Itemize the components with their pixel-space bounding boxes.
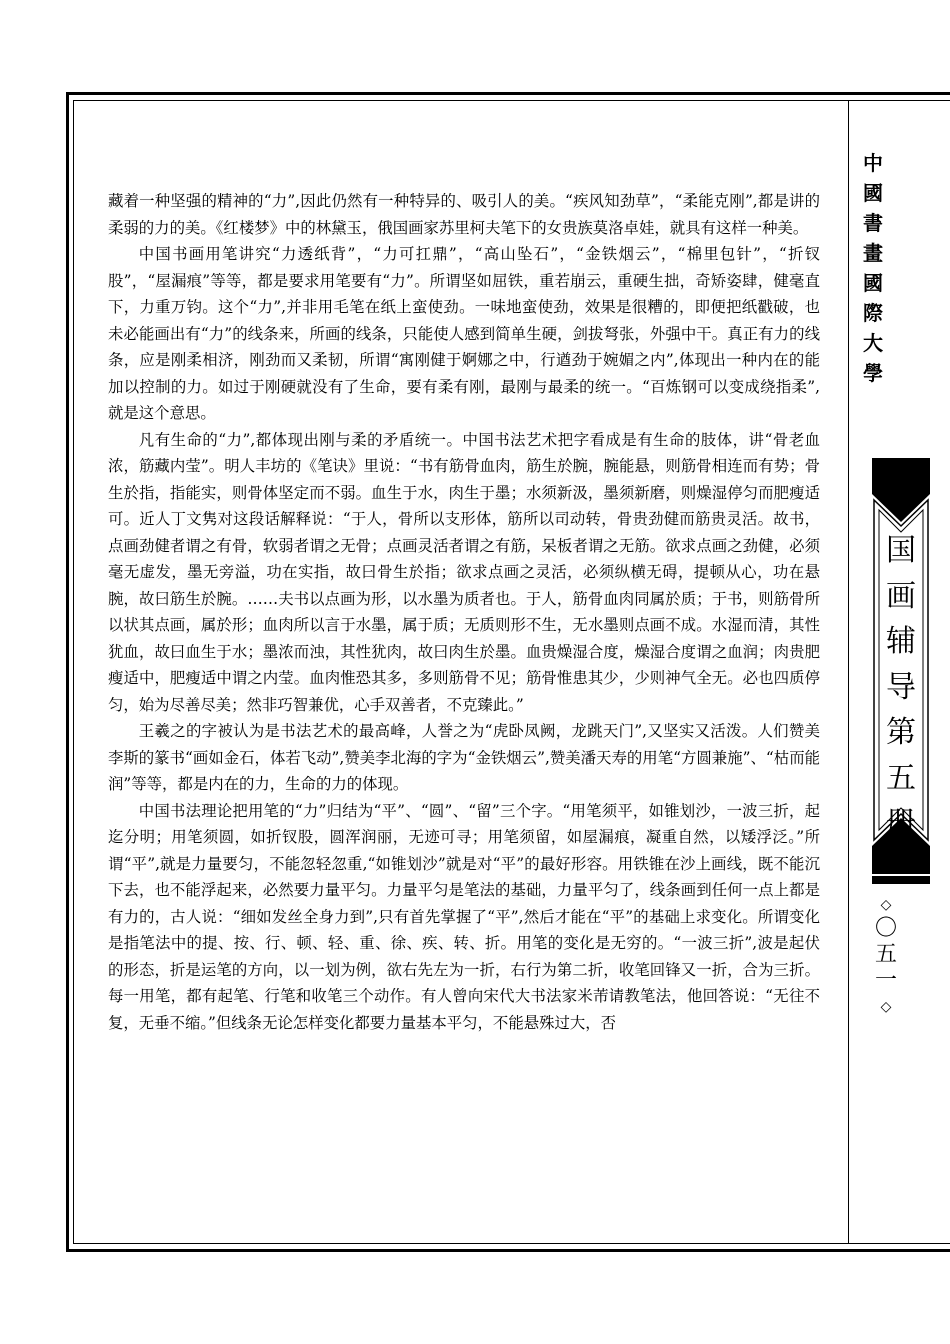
title-banner <box>872 466 930 874</box>
paragraph: 凡有生命的“力”,都体现出刚与柔的矛盾统一。中国书法艺术把字看成是有生命的肢体，讲“骨老血浓，筋藏内莹”。明人丰坊的《笔诀》里说：“书有筋骨血肉，筋生於腕，腕能悬，则筋骨相连而有势；骨生於指，指能实，则骨体坚定而不弱。血生于水，肉生于墨；水须新汲，墨须新磨，则燥湿停匀而肥瘦适可。近人丁文隽对这段话解释说：“于人，骨所以支形体，筋所以司动转，骨贵劲健而筋贵灵活。故书，点画劲健者谓之有骨，软弱者谓之无骨；点画灵活者谓之有筋，呆板者谓之无筋。欲求点画之劲健，必须毫无虚发，墨无旁溢，功在实指，故曰骨生於指；欲求点画之灵活，必须纵横无碍，提顿从心，功在悬腕，故曰筋生於腕。……夫书以点画为形，以水墨为质者也。于人，筋骨血肉同属於质；于书，则筋骨所以状其点画，属於形；血肉所以言于水墨，属于质；无质则形不生，无水墨则点画不成。水湿而清，其性犹血，故曰血生于水；墨浓而浊，其性犹肉，故曰肉生於墨。血贵燥湿合度，燥湿合度谓之血润；肉贵肥瘦适中，肥瘦适中谓之内莹。血肉惟恐其多，多则筋骨不见；筋骨惟患其少，少则神气全无。必也四质停匀，始为尽善尽美；然非巧智兼优，心手双善者，不克臻此。” <box>108 430 820 714</box>
book-title: 国画辅导第五册 <box>886 533 916 841</box>
diamond-ornament-top: ◇ <box>880 897 892 913</box>
banner-top-bar <box>872 458 930 466</box>
page-number: 〇五一 <box>874 916 897 993</box>
paragraph: 王羲之的字被认为是书法艺术的最高峰，人誉之为“虎卧凤阙，龙跳天门”,又坚实又活泼。人们赞美李斯的篆书“画如金石，体若飞动”,赞美李北海的字为“金铁烟云”,赞美潘天寿的用笔“方圆兼施”、“枯而能润”等等，都是内在的力，生命的力的体现。 <box>108 722 820 793</box>
paragraph: 藏着一种坚强的精神的“力”,因此仍然有一种特异的、吸引人的美。“疾风知劲草”，“柔能克刚”,都是讲的柔弱的力的美。《红楼梦》中的林黛玉，俄国画家苏里柯夫笔下的女贵族莫洛卓娃，就具有这样一种美。 <box>108 192 820 237</box>
banner-bottom-bar <box>872 876 930 884</box>
paragraph: 中国书画用笔讲究“力透纸背”，“力可扛鼎”，“高山坠石”，“金铁烟云”，“棉里包针”，“折钗股”，“屋漏痕”等等，都是要求用笔要有“力”。所谓坚如屈铁，重若崩云，重硬生拙，奇矫姿肆，健毫直下，力重万钧。这个“力”,并非用毛笔在纸上蛮使劲。一味地蛮使劲，效果是很糟的，即便把纸戳破，也未必能画出有“力”的线条来，所画的线条，只能使人感到简单生硬，剑拔弩张，外强中干。真正有力的线条，应是刚柔相济，刚劲而又柔韧，所谓“寓刚健于婀娜之中，行遒劲于婉媚之内”,体现出一种内在的能加以控制的力。如过于刚硬就没有了生命，要有柔有刚，最刚与最柔的统一。“百炼钢可以变成绕指柔”,就是这个意思。 <box>108 245 820 422</box>
body-text <box>108 188 820 1036</box>
margin-divider <box>848 100 849 1244</box>
paragraph: 中国书法理论把用笔的“力”归结为“平”、“圆”、“留”三个字。“用笔须平，如锥划沙，一波三折，起迄分明；用笔须圆，如折钗股，圆浑润丽，无迹可寻；用笔须留，如屋漏痕，凝重自然，以矮浮泛。”所谓“平”,就是力量要匀，不能忽轻忽重,“如锥划沙”就是对“平”的最好形容。用铁锥在沙上画线，既不能沉下去，也不能浮起来，必然要力量平匀。力量平匀是笔法的基础，力量平匀了，线条画到任何一点上都是有力的，古人说：“细如发丝全身力到”,只有首先掌握了“平”,然后才能在“平”的基础上求变化。所谓变化是指笔法中的提、按、行、顿、轻、重、徐、疾、转、折。用笔的变化是无穷的。“一波三折”,波是起伏的形态，折是运笔的方向，以一划为例，欲右先左为一折，右行为第二折，收笔回锋又一折，合为三折。每一用笔，都有起笔、行笔和收笔三个动作。有人曾向宋代大书法家米芾请教笔法，他回答说：“无往不复，无垂不缩。”但线条无论怎样变化都要力量基本平匀，不能悬殊过大，否 <box>108 801 820 1032</box>
school-name: 中國書畫國際大學 <box>863 151 883 385</box>
diamond-ornament-bottom: ◇ <box>880 999 892 1015</box>
